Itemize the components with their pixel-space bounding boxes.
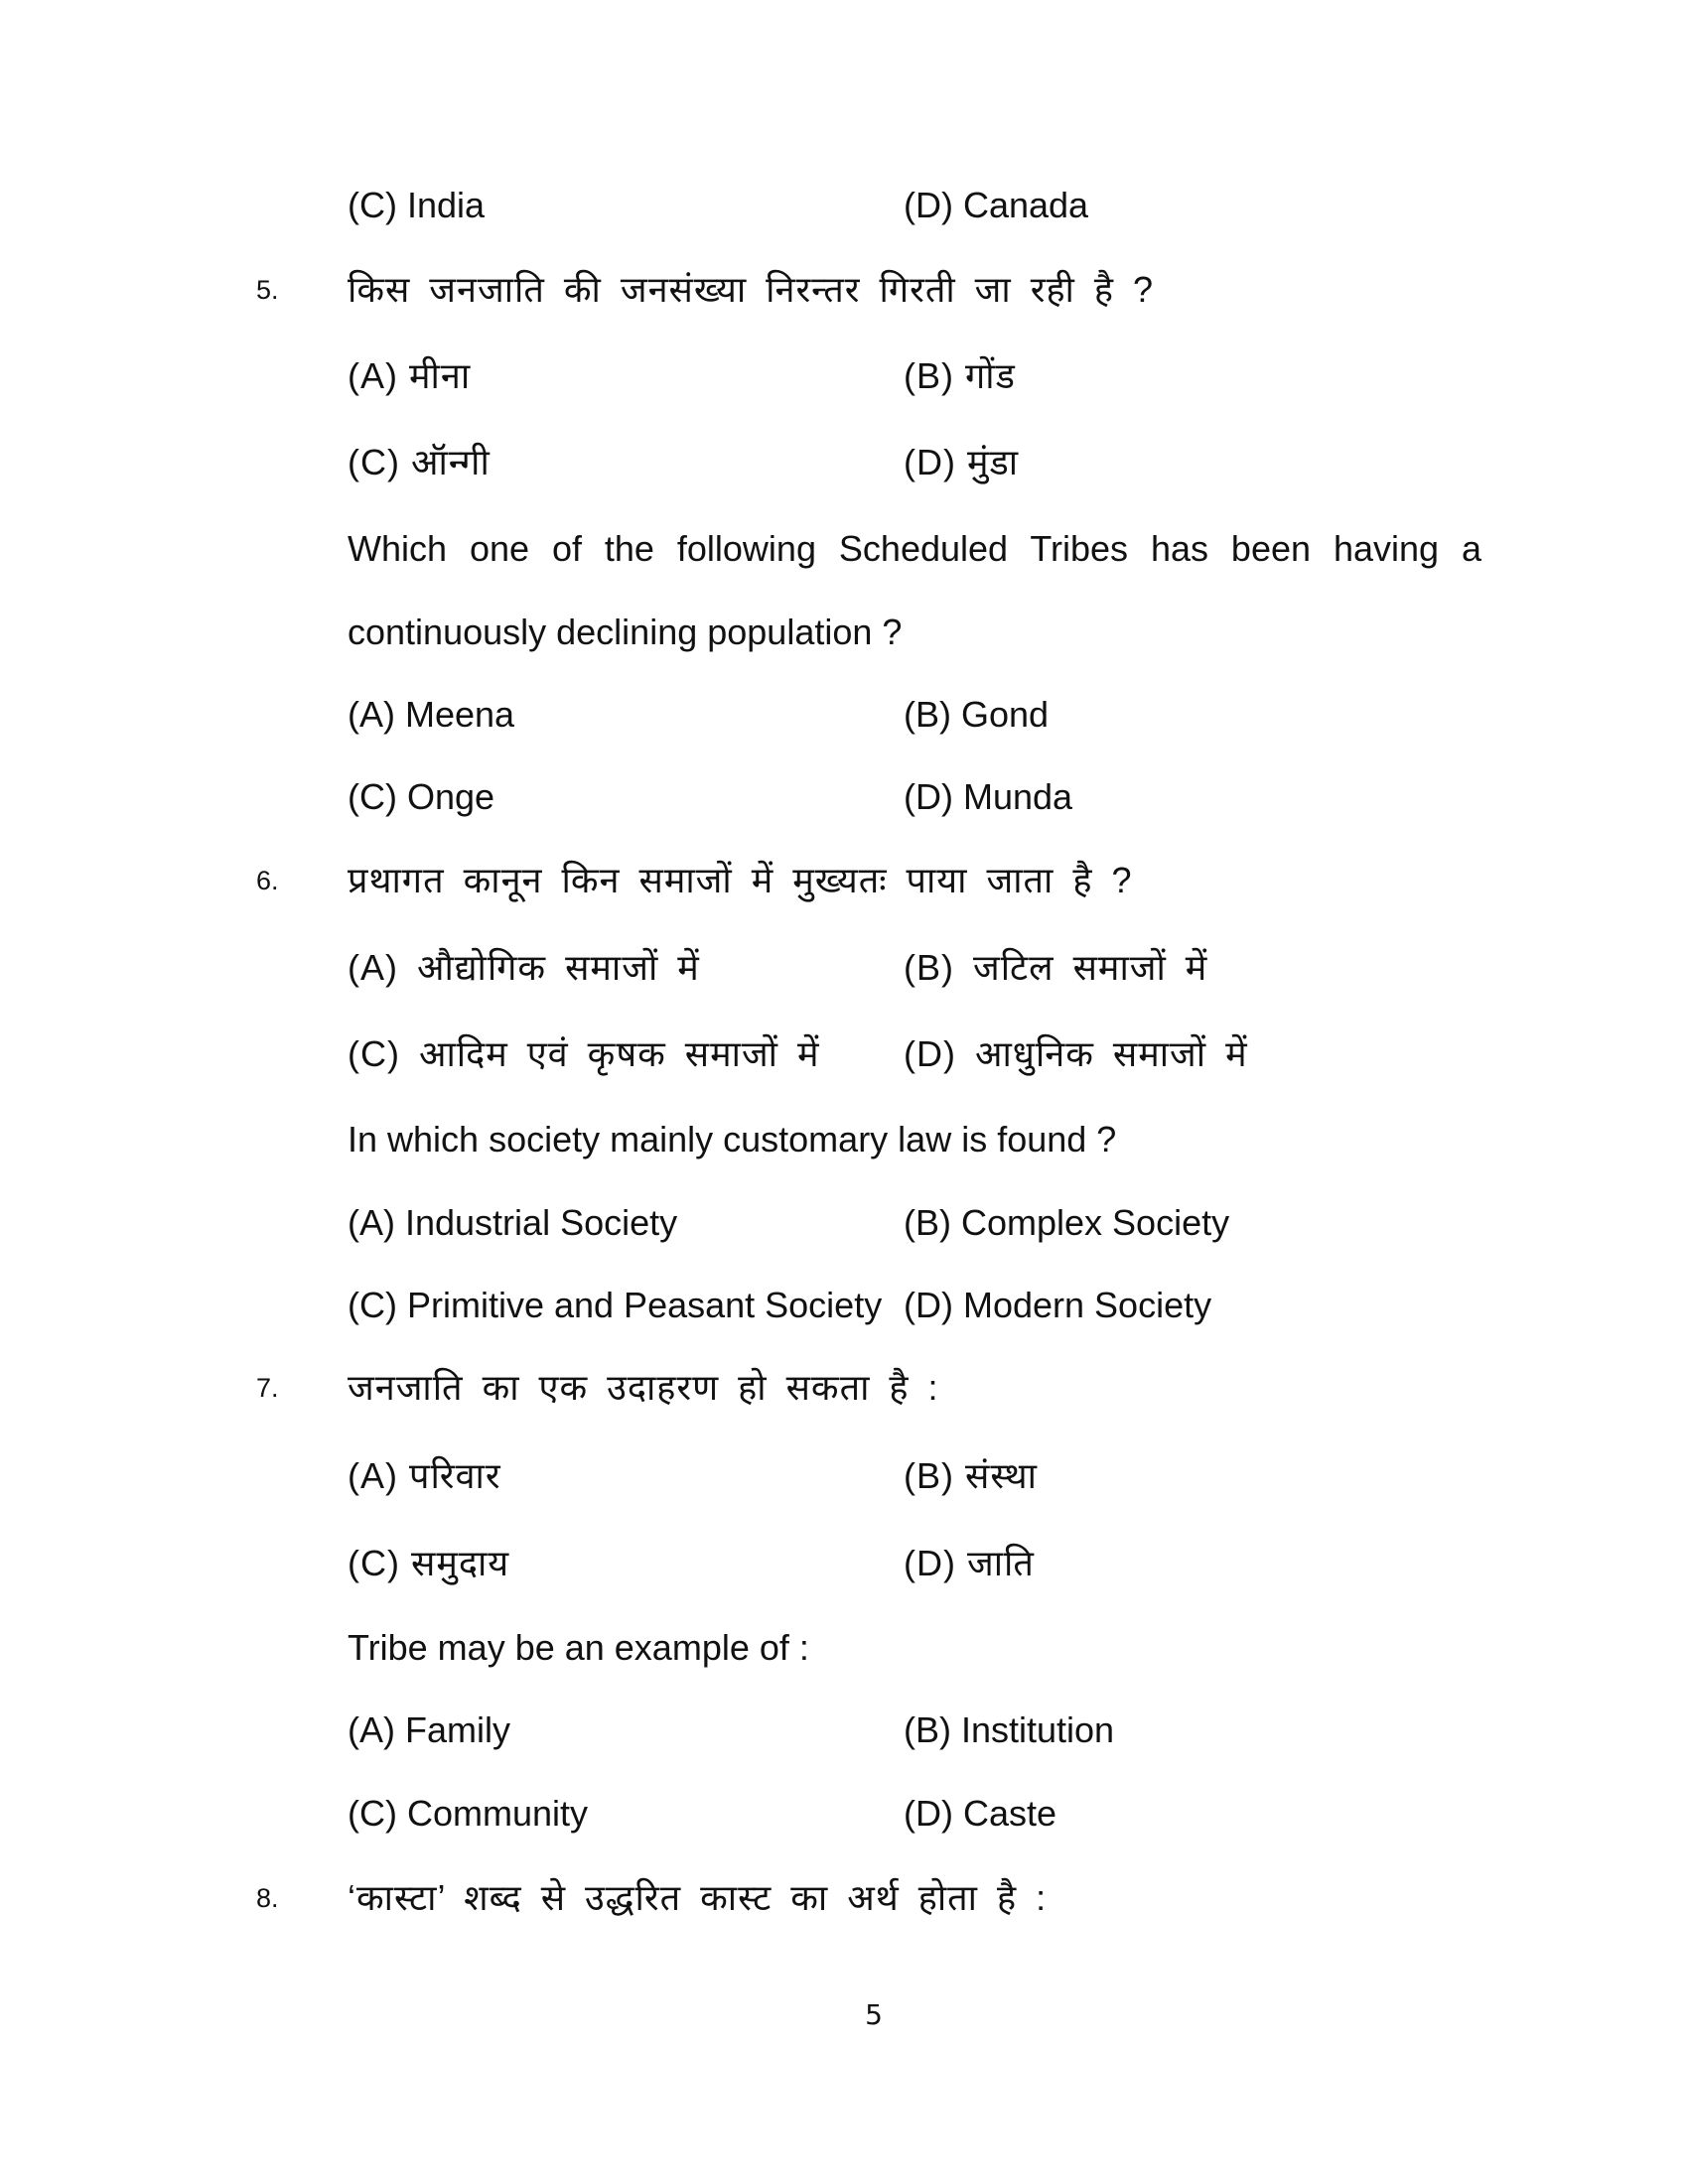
q5-english-option-d: (D) Munda (904, 776, 1073, 817)
q4-options-cd-row (0, 176, 1688, 235)
q7-hindi-question (0, 1358, 1688, 1418)
q5-hindi-question (0, 260, 1688, 320)
q5-hindi-options-cd (0, 433, 1688, 492)
q5-english-text-line2: continuously declining population ? (348, 612, 903, 652)
q7-hindi-option-a: (A) परिवार (348, 1455, 501, 1496)
q7-hindi-options-cd (0, 1534, 1688, 1593)
q5-hindi-option-b: (B) गोंड (904, 355, 1016, 396)
q5-english-question-line2 (0, 603, 1688, 662)
q5-number: 5. (256, 275, 279, 305)
q6-hindi-text: प्रथागत कानून किन समाजों में मुख्यतः पाया जाता है ? (348, 860, 1133, 900)
q6-hindi-option-c: (C) आदिम एवं कृषक समाजों में (348, 1033, 820, 1074)
q6-number: 6. (256, 866, 279, 895)
q6-english-option-d: (D) Modern Society (904, 1285, 1212, 1325)
q5-hindi-option-a: (A) मीना (348, 355, 472, 396)
q5-hindi-option-d: (D) मुंडा (904, 442, 1020, 482)
q7-english-text: Tribe may be an example of : (348, 1627, 809, 1668)
q6-english-option-b: (B) Complex Society (904, 1202, 1230, 1243)
q6-hindi-question (0, 851, 1688, 910)
q5-english-options-cd (0, 767, 1688, 827)
q4-option-d: (D) Canada (904, 185, 1089, 225)
q6-hindi-option-b: (B) जटिल समाजों में (904, 947, 1208, 988)
q8-hindi-question (0, 1868, 1688, 1928)
q7-hindi-option-b: (B) संस्था (904, 1455, 1038, 1496)
q7-english-option-a: (A) Family (348, 1709, 510, 1750)
q7-number: 7. (256, 1373, 279, 1403)
q7-english-options-ab (0, 1701, 1688, 1760)
q5-english-option-a: (A) Meena (348, 694, 515, 735)
q7-hindi-text: जनजाति का एक उदाहरण हो सकता है : (348, 1367, 939, 1408)
q7-english-question (0, 1618, 1688, 1678)
q5-hindi-option-c: (C) ऑन्गी (348, 442, 491, 482)
q7-hindi-options-ab (0, 1446, 1688, 1506)
q6-english-options-cd (0, 1276, 1688, 1335)
q5-hindi-text: किस जनजाति की जनसंख्या निरन्तर गिरती जा रही है ? (348, 269, 1155, 310)
q6-english-option-c: (C) Primitive and Peasant Society (348, 1285, 883, 1325)
q7-english-option-b: (B) Institution (904, 1709, 1115, 1750)
q6-english-option-a: (A) Industrial Society (348, 1202, 678, 1243)
q7-english-option-c: (C) Community (348, 1793, 589, 1834)
q6-english-options-ab (0, 1193, 1688, 1253)
q5-english-text-line1: Which one of the following Scheduled Tribes has been having a (348, 528, 1481, 569)
q6-hindi-options-ab (0, 938, 1688, 998)
q5-english-question-line1 (0, 519, 1688, 579)
q5-english-options-ab (0, 685, 1688, 745)
q6-hindi-option-d: (D) आधुनिक समाजों में (904, 1033, 1248, 1074)
page-number: 5 (865, 1998, 883, 2031)
q6-english-text: In which society mainly customary law is found ? (348, 1119, 1117, 1160)
q8-hindi-text: ‘कास्टा’ शब्द से उद्धरित कास्ट का अर्थ होता है : (348, 1877, 1048, 1918)
q6-hindi-option-a: (A) औद्योगिक समाजों में (348, 947, 700, 988)
q6-hindi-options-cd (0, 1024, 1688, 1084)
q5-hindi-options-ab (0, 346, 1688, 406)
q5-english-option-c: (C) Onge (348, 776, 495, 817)
q5-english-option-b: (B) Gond (904, 694, 1050, 735)
q8-number: 8. (256, 1883, 279, 1913)
q6-english-question (0, 1110, 1688, 1169)
q7-hindi-option-c: (C) समुदाय (348, 1543, 510, 1583)
q7-hindi-option-d: (D) जाति (904, 1543, 1035, 1583)
q4-option-c: (C) India (348, 185, 486, 225)
q7-english-options-cd (0, 1784, 1688, 1843)
q7-english-option-d: (D) Caste (904, 1793, 1057, 1834)
